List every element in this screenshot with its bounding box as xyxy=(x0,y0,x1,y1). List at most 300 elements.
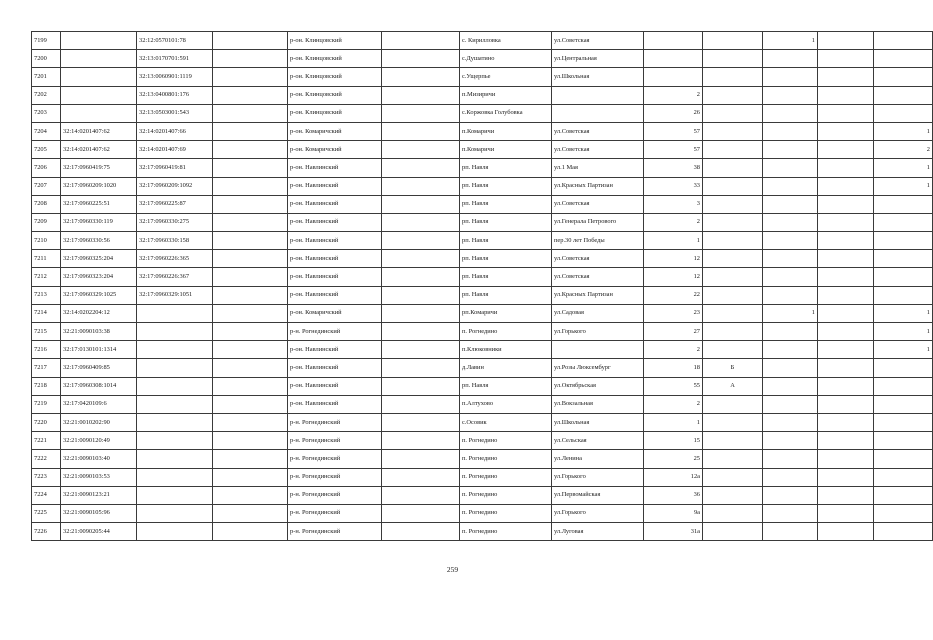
cell-cadastral-number-building: 32:14:0201407:62 xyxy=(61,122,137,140)
table-row xyxy=(32,86,933,104)
cell-extra-3 xyxy=(818,268,874,286)
cell-extra-2 xyxy=(382,250,460,268)
cell-apartment xyxy=(874,504,933,522)
cell-building xyxy=(763,486,818,504)
cell-building xyxy=(763,122,818,140)
cell-settlement: п.Алтухово xyxy=(460,395,552,413)
cell-row-number: 7222 xyxy=(32,450,61,468)
cell-house: 33 xyxy=(644,177,703,195)
cell-cadastral-number-building: 32:17:0960329:1025 xyxy=(61,286,137,304)
cell-street: ул.Ленина xyxy=(552,450,644,468)
cell-settlement: п. Рогнедино xyxy=(460,523,552,541)
cell-letter xyxy=(703,213,763,231)
cell-settlement: рп.Комаричи xyxy=(460,304,552,322)
cell-row-number: 7216 xyxy=(32,341,61,359)
cell-row-number: 7214 xyxy=(32,304,61,322)
page-number: 259 xyxy=(446,565,459,574)
cell-letter xyxy=(703,32,763,50)
table-row xyxy=(32,50,933,68)
cell-apartment xyxy=(874,268,933,286)
cell-cadastral-number-premises: 32:12:0570101:78 xyxy=(137,32,213,50)
cell-settlement: рп. Навля xyxy=(460,232,552,250)
cell-apartment: 1 xyxy=(874,177,933,195)
cell-cadastral-number-building: 32:14:0202204:12 xyxy=(61,304,137,322)
cell-row-number: 7226 xyxy=(32,523,61,541)
cell-street: ул.Розы Люксембург xyxy=(552,359,644,377)
cell-house: 12а xyxy=(644,468,703,486)
cell-district: р-н. Рогнединский xyxy=(288,468,382,486)
cell-extra-3 xyxy=(818,32,874,50)
cell-extra-3 xyxy=(818,286,874,304)
cell-letter xyxy=(703,486,763,504)
cell-cadastral-number-building: 32:17:0960209:1020 xyxy=(61,177,137,195)
cell-extra-2 xyxy=(382,213,460,231)
table-row xyxy=(32,377,933,395)
cell-house: 15 xyxy=(644,432,703,450)
cell-extra-3 xyxy=(818,450,874,468)
cell-building xyxy=(763,359,818,377)
cell-cadastral-number-premises: 32:17:0960226:367 xyxy=(137,268,213,286)
cell-street: ул.Горького xyxy=(552,323,644,341)
cell-extra-3 xyxy=(818,213,874,231)
cell-extra-2 xyxy=(382,359,460,377)
cell-settlement: с. Кирилловка xyxy=(460,32,552,50)
cell-cadastral-number-premises: 32:17:0960225:87 xyxy=(137,195,213,213)
cell-letter xyxy=(703,341,763,359)
cell-extra-2 xyxy=(382,50,460,68)
cell-apartment: 1 xyxy=(874,304,933,322)
cell-extra-3 xyxy=(818,523,874,541)
cell-district: р-он. Клинцовский xyxy=(288,32,382,50)
cell-row-number: 7200 xyxy=(32,50,61,68)
cell-cadastral-number-premises: 32:14:0201407:66 xyxy=(137,122,213,140)
cell-building xyxy=(763,395,818,413)
cell-building xyxy=(763,523,818,541)
cell-cadastral-number-building: 32:21:0090120:49 xyxy=(61,432,137,450)
cell-settlement: с.Осовик xyxy=(460,413,552,431)
table-row xyxy=(32,104,933,122)
cell-settlement: рп. Навля xyxy=(460,268,552,286)
cell-building xyxy=(763,341,818,359)
cell-extra-3 xyxy=(818,122,874,140)
cell-house: 9а xyxy=(644,504,703,522)
cell-house xyxy=(644,68,703,86)
cell-building: 1 xyxy=(763,304,818,322)
cell-apartment xyxy=(874,450,933,468)
cell-street: ул.Вокзальная xyxy=(552,395,644,413)
cell-settlement: п. Рогнедино xyxy=(460,468,552,486)
table-row xyxy=(32,486,933,504)
cell-street: ул.Горького xyxy=(552,504,644,522)
cell-house xyxy=(644,32,703,50)
cell-extra-3 xyxy=(818,232,874,250)
cell-settlement: с.Душатино xyxy=(460,50,552,68)
cell-extra-3 xyxy=(818,159,874,177)
cell-apartment xyxy=(874,468,933,486)
cell-street: ул.Советская xyxy=(552,268,644,286)
cell-cadastral-number-premises xyxy=(137,486,213,504)
cell-district: р-он. Навлинский xyxy=(288,377,382,395)
cell-district: р-он. Навлинский xyxy=(288,359,382,377)
cell-extra-2 xyxy=(382,232,460,250)
cell-building: 1 xyxy=(763,32,818,50)
cell-letter xyxy=(703,68,763,86)
cell-building xyxy=(763,268,818,286)
cell-extra-3 xyxy=(818,195,874,213)
table-row xyxy=(32,359,933,377)
cell-building xyxy=(763,141,818,159)
cell-street: ул.Горького xyxy=(552,468,644,486)
cell-extra-2 xyxy=(382,304,460,322)
cell-settlement: с.Коржовка Голубовка xyxy=(460,104,552,122)
cell-cadastral-number-premises: 32:13:0503001:543 xyxy=(137,104,213,122)
cell-street: ул.1 Мая xyxy=(552,159,644,177)
cell-settlement: рп. Навля xyxy=(460,377,552,395)
cell-extra-1 xyxy=(213,122,288,140)
cell-extra-3 xyxy=(818,395,874,413)
cell-street: ул.Луговая xyxy=(552,523,644,541)
table-row xyxy=(32,122,933,140)
cell-district: р-он. Навлинский xyxy=(288,268,382,286)
cell-extra-3 xyxy=(818,323,874,341)
table-row xyxy=(32,341,933,359)
cell-district: р-он. Комаричский xyxy=(288,122,382,140)
cell-row-number: 7201 xyxy=(32,68,61,86)
cell-street: ул.Центральная xyxy=(552,50,644,68)
cell-extra-1 xyxy=(213,177,288,195)
cell-letter xyxy=(703,450,763,468)
cell-row-number: 7202 xyxy=(32,86,61,104)
table-row xyxy=(32,286,933,304)
cell-house: 57 xyxy=(644,141,703,159)
cell-building xyxy=(763,504,818,522)
cell-building xyxy=(763,413,818,431)
cell-letter xyxy=(703,304,763,322)
cell-extra-1 xyxy=(213,268,288,286)
cell-building xyxy=(763,213,818,231)
table-row xyxy=(32,432,933,450)
cell-street xyxy=(552,86,644,104)
cell-extra-1 xyxy=(213,432,288,450)
cell-extra-2 xyxy=(382,68,460,86)
cell-row-number: 7215 xyxy=(32,323,61,341)
cell-district: р-н. Рогнединский xyxy=(288,432,382,450)
cell-district: р-он. Навлинский xyxy=(288,213,382,231)
cell-cadastral-number-building: 32:17:0960325:204 xyxy=(61,250,137,268)
table-body xyxy=(32,32,933,541)
cell-cadastral-number-building: 32:17:0960323:204 xyxy=(61,268,137,286)
table-row xyxy=(32,323,933,341)
cell-street: ул.Садовая xyxy=(552,304,644,322)
cell-extra-1 xyxy=(213,141,288,159)
cell-extra-1 xyxy=(213,68,288,86)
cell-house: 27 xyxy=(644,323,703,341)
cell-letter xyxy=(703,50,763,68)
cell-cadastral-number-building xyxy=(61,50,137,68)
cell-apartment xyxy=(874,523,933,541)
cell-apartment xyxy=(874,68,933,86)
cell-cadastral-number-building: 32:17:0960308:1014 xyxy=(61,377,137,395)
cell-cadastral-number-building: 32:17:0960330:56 xyxy=(61,232,137,250)
cell-district: р-он. Комаричский xyxy=(288,304,382,322)
cell-letter: А xyxy=(703,377,763,395)
cell-cadastral-number-premises xyxy=(137,395,213,413)
cell-house: 18 xyxy=(644,359,703,377)
cell-cadastral-number-premises xyxy=(137,359,213,377)
table-row xyxy=(32,177,933,195)
cell-apartment: 1 xyxy=(874,159,933,177)
cell-cadastral-number-building xyxy=(61,86,137,104)
cell-cadastral-number-building: 32:17:0960330:119 xyxy=(61,213,137,231)
cell-extra-2 xyxy=(382,413,460,431)
table-row xyxy=(32,195,933,213)
cell-extra-2 xyxy=(382,450,460,468)
cell-row-number: 7218 xyxy=(32,377,61,395)
cell-cadastral-number-building: 32:21:0090105:96 xyxy=(61,504,137,522)
cell-cadastral-number-premises: 32:13:0170701:591 xyxy=(137,50,213,68)
cell-street: ул.Сельская xyxy=(552,432,644,450)
cell-extra-2 xyxy=(382,523,460,541)
cell-building xyxy=(763,468,818,486)
cell-house: 3 xyxy=(644,195,703,213)
table-row xyxy=(32,450,933,468)
table-row xyxy=(32,159,933,177)
cell-house: 26 xyxy=(644,104,703,122)
cell-district: р-он. Навлинский xyxy=(288,195,382,213)
cell-settlement: рп. Навля xyxy=(460,213,552,231)
cell-cadastral-number-building xyxy=(61,104,137,122)
cell-settlement: п.Клюковники xyxy=(460,341,552,359)
cell-extra-3 xyxy=(818,359,874,377)
cell-house: 55 xyxy=(644,377,703,395)
cell-house: 23 xyxy=(644,304,703,322)
cell-letter xyxy=(703,413,763,431)
cell-apartment: 1 xyxy=(874,122,933,140)
cell-letter xyxy=(703,159,763,177)
cell-house: 2 xyxy=(644,86,703,104)
cell-street: ул.Школьная xyxy=(552,413,644,431)
cell-apartment xyxy=(874,250,933,268)
cell-apartment xyxy=(874,486,933,504)
cell-letter xyxy=(703,523,763,541)
cell-extra-2 xyxy=(382,86,460,104)
cell-street: ул.Красных Партизан xyxy=(552,286,644,304)
cell-extra-1 xyxy=(213,232,288,250)
cell-letter xyxy=(703,86,763,104)
cell-cadastral-number-premises xyxy=(137,432,213,450)
cell-extra-3 xyxy=(818,50,874,68)
cell-district: р-он. Навлинский xyxy=(288,286,382,304)
cell-settlement: рп. Навля xyxy=(460,195,552,213)
cell-district: р-он. Клинцовский xyxy=(288,104,382,122)
cell-row-number: 7211 xyxy=(32,250,61,268)
cell-cadastral-number-building: 32:21:0090103:53 xyxy=(61,468,137,486)
cell-settlement: п. Рогнедино xyxy=(460,486,552,504)
cell-street xyxy=(552,104,644,122)
cell-settlement: с.Ущерпье xyxy=(460,68,552,86)
table-row xyxy=(32,232,933,250)
cell-extra-2 xyxy=(382,286,460,304)
cell-district: р-он. Навлинский xyxy=(288,232,382,250)
cell-extra-2 xyxy=(382,468,460,486)
cell-district: р-он. Навлинский xyxy=(288,250,382,268)
cell-house: 36 xyxy=(644,486,703,504)
cell-cadastral-number-building xyxy=(61,32,137,50)
cell-street: ул.Советская xyxy=(552,141,644,159)
cell-cadastral-number-premises xyxy=(137,304,213,322)
cell-building xyxy=(763,68,818,86)
cell-settlement: рп. Навля xyxy=(460,159,552,177)
cell-extra-2 xyxy=(382,122,460,140)
cell-extra-1 xyxy=(213,468,288,486)
cell-district: р-н. Рогнединский xyxy=(288,413,382,431)
cell-row-number: 7206 xyxy=(32,159,61,177)
table-row xyxy=(32,32,933,50)
cell-district: р-он. Клинцовский xyxy=(288,68,382,86)
cell-cadastral-number-building: 32:21:0090103:38 xyxy=(61,323,137,341)
cell-letter xyxy=(703,104,763,122)
cell-building xyxy=(763,323,818,341)
table-row xyxy=(32,250,933,268)
cell-cadastral-number-building: 32:17:0960409:85 xyxy=(61,359,137,377)
cell-extra-1 xyxy=(213,323,288,341)
cell-district: р-он. Комаричский xyxy=(288,141,382,159)
cell-cadastral-number-premises xyxy=(137,468,213,486)
cell-extra-1 xyxy=(213,159,288,177)
cell-apartment xyxy=(874,195,933,213)
cell-extra-3 xyxy=(818,486,874,504)
cell-row-number: 7217 xyxy=(32,359,61,377)
cell-extra-1 xyxy=(213,341,288,359)
cell-district: р-н. Рогнединский xyxy=(288,323,382,341)
cell-apartment xyxy=(874,432,933,450)
cell-extra-3 xyxy=(818,86,874,104)
cell-letter xyxy=(703,432,763,450)
cell-apartment xyxy=(874,359,933,377)
cell-letter xyxy=(703,268,763,286)
cell-house: 12 xyxy=(644,268,703,286)
cell-extra-3 xyxy=(818,68,874,86)
cell-district: р-н. Рогнединский xyxy=(288,486,382,504)
cell-extra-1 xyxy=(213,523,288,541)
cell-building xyxy=(763,177,818,195)
cell-building xyxy=(763,50,818,68)
cell-building xyxy=(763,286,818,304)
cell-cadastral-number-building: 32:21:0010202:90 xyxy=(61,413,137,431)
cell-building xyxy=(763,432,818,450)
cell-district: р-он. Навлинский xyxy=(288,177,382,195)
cell-extra-3 xyxy=(818,504,874,522)
cell-letter xyxy=(703,195,763,213)
cell-house: 38 xyxy=(644,159,703,177)
cell-cadastral-number-premises xyxy=(137,323,213,341)
cell-extra-1 xyxy=(213,50,288,68)
cell-row-number: 7199 xyxy=(32,32,61,50)
cell-house: 2 xyxy=(644,341,703,359)
cell-extra-1 xyxy=(213,413,288,431)
cell-extra-1 xyxy=(213,450,288,468)
cell-cadastral-number-premises xyxy=(137,377,213,395)
cell-settlement: п.Мизиричи xyxy=(460,86,552,104)
cell-letter xyxy=(703,177,763,195)
cell-extra-3 xyxy=(818,141,874,159)
cell-settlement: п.Комаричи xyxy=(460,141,552,159)
cell-apartment xyxy=(874,213,933,231)
cell-row-number: 7205 xyxy=(32,141,61,159)
cell-extra-1 xyxy=(213,359,288,377)
cell-building xyxy=(763,159,818,177)
cell-building xyxy=(763,377,818,395)
cell-house: 1 xyxy=(644,413,703,431)
cell-extra-2 xyxy=(382,195,460,213)
cell-row-number: 7209 xyxy=(32,213,61,231)
cell-extra-2 xyxy=(382,104,460,122)
cell-cadastral-number-premises: 32:13:0400801:176 xyxy=(137,86,213,104)
cell-extra-2 xyxy=(382,395,460,413)
cell-row-number: 7220 xyxy=(32,413,61,431)
cell-building xyxy=(763,86,818,104)
cell-cadastral-number-premises: 32:17:0960330:158 xyxy=(137,232,213,250)
cell-extra-2 xyxy=(382,341,460,359)
cell-extra-2 xyxy=(382,177,460,195)
cell-extra-2 xyxy=(382,486,460,504)
cell-extra-3 xyxy=(818,250,874,268)
cell-cadastral-number-premises xyxy=(137,450,213,468)
cell-cadastral-number-premises xyxy=(137,523,213,541)
cell-row-number: 7225 xyxy=(32,504,61,522)
cell-extra-1 xyxy=(213,486,288,504)
cell-street: ул.Советская xyxy=(552,32,644,50)
table-row xyxy=(32,468,933,486)
cell-building xyxy=(763,232,818,250)
cell-cadastral-number-premises: 32:13:0060901:1119 xyxy=(137,68,213,86)
cell-apartment xyxy=(874,86,933,104)
table-row xyxy=(32,141,933,159)
cell-letter xyxy=(703,395,763,413)
cell-letter xyxy=(703,286,763,304)
table-row xyxy=(32,68,933,86)
cell-district: р-н. Рогнединский xyxy=(288,504,382,522)
cell-street: пер.30 лет Победы xyxy=(552,232,644,250)
cell-district: р-он. Клинцовский xyxy=(288,50,382,68)
cell-extra-3 xyxy=(818,432,874,450)
cell-cadastral-number-premises: 32:17:0960330:275 xyxy=(137,213,213,231)
cell-street: ул.Генерала Петрового xyxy=(552,213,644,231)
cell-settlement: п. Рогнедино xyxy=(460,432,552,450)
cell-row-number: 7224 xyxy=(32,486,61,504)
cell-row-number: 7219 xyxy=(32,395,61,413)
cell-building xyxy=(763,104,818,122)
cell-extra-3 xyxy=(818,177,874,195)
cell-apartment xyxy=(874,104,933,122)
cell-extra-1 xyxy=(213,32,288,50)
cell-row-number: 7221 xyxy=(32,432,61,450)
cell-settlement: п. Рогнедино xyxy=(460,450,552,468)
cell-apartment: 1 xyxy=(874,323,933,341)
cell-cadastral-number-building: 32:21:0090205:44 xyxy=(61,523,137,541)
cell-letter xyxy=(703,232,763,250)
cell-apartment xyxy=(874,50,933,68)
cell-district: р-н. Рогнединский xyxy=(288,450,382,468)
cell-extra-3 xyxy=(818,341,874,359)
cell-cadastral-number-premises: 32:17:0960209:1092 xyxy=(137,177,213,195)
cell-building xyxy=(763,450,818,468)
cell-street: ул.Школьная xyxy=(552,68,644,86)
cell-house: 2 xyxy=(644,395,703,413)
cell-cadastral-number-premises xyxy=(137,413,213,431)
cell-district: р-н. Рогнединский xyxy=(288,523,382,541)
cell-extra-1 xyxy=(213,195,288,213)
